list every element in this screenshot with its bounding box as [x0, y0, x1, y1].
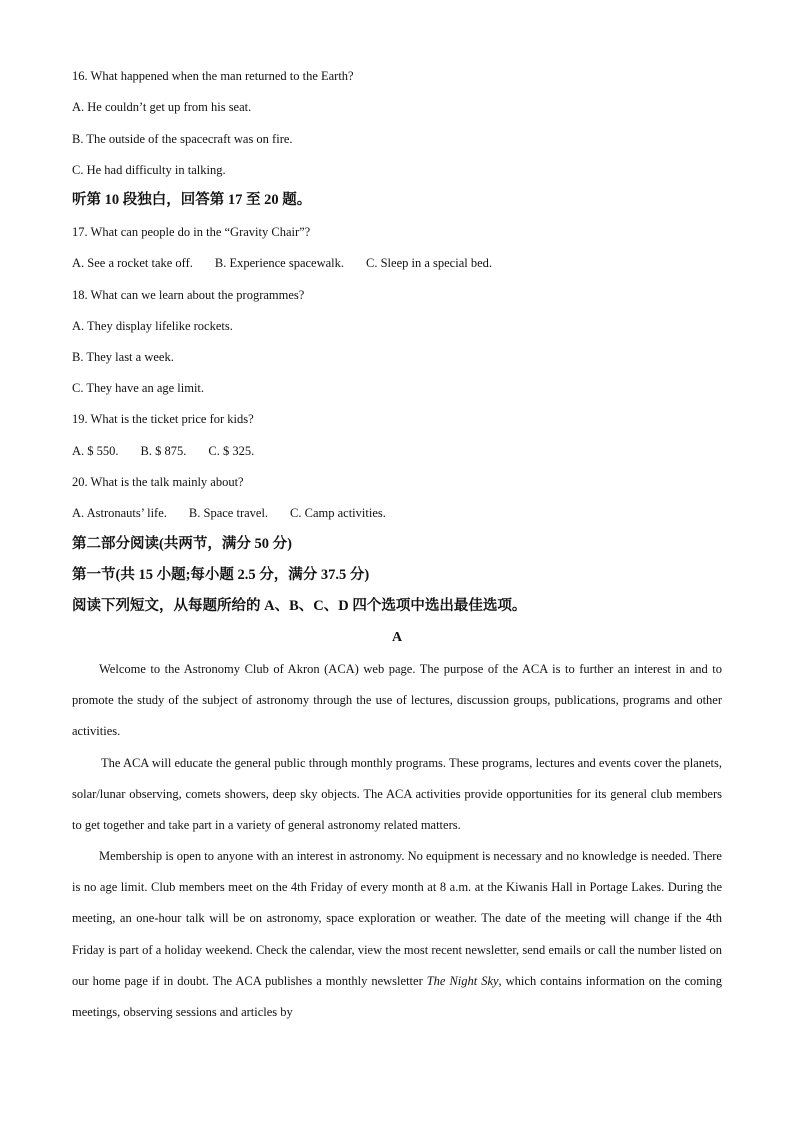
question-18-option-b: B. They last a week.	[72, 350, 174, 364]
question-17-option-a: A. See a rocket take off.	[72, 256, 193, 270]
question-18-option-c: C. They have an age limit.	[72, 381, 205, 395]
question-17-option-b: B. Experience spacewalk.	[214, 256, 345, 270]
question-18-option-a: A. They display lifelike rockets.	[72, 319, 233, 333]
question-19-option-c: C. $ 325.	[208, 444, 255, 458]
question-17-stem: 17. What can people do in the “Gravity Chair”?	[72, 225, 311, 239]
section-10-heading: 听第 10 段独白，回答第 17 至 20 题。	[72, 192, 312, 208]
question-19-option-b: B. $ 875.	[140, 444, 187, 458]
paragraph-3-continuation: , which contains information on the coming meetings, observing sessions and articles by	[72, 973, 723, 1020]
question-16-option-b: B. The outside of the spacecraft was on fire.	[72, 132, 293, 146]
question-18-stem: 18. What can we learn about the programmes?	[72, 288, 305, 302]
passage-label: A	[391, 630, 403, 645]
question-19-options	[72, 443, 254, 459]
section-1-heading: 第一节(共 15 小题;每小题 2.5 分，满分 37.5 分)	[72, 567, 370, 583]
question-20-option-a: A. Astronauts’ life.	[72, 506, 167, 520]
reading-instruction: 阅读下列短文，从每题所给的 A、B、C、D 四个选项中选出最佳选项。	[72, 598, 527, 614]
question-20-option-b: B. Space travel.	[188, 506, 269, 520]
passage-paragraph-3	[72, 841, 722, 1028]
paragraph-3-text: Membership is open to anyone with an interest in astronomy. No equipment is necessary and no knowledge is needed. There is no age limit. Club members meet on the 4th Friday of every month at 8 a.m. at the Kiwanis Hall in Portage Lakes. During the meeting, an one-hour talk will be on astronomy, space exploration or weather. The date of the meeting will change if the 4th Friday is part of a holiday weekend. Check the calendar, view the most recent newsletter, send emails or call the number listed on our home page if in doubt. The ACA publishes a monthly newsletter	[72, 849, 722, 988]
question-16-stem: 16. What happened when the man returned to the Earth?	[72, 69, 354, 83]
question-20-options	[72, 505, 386, 521]
question-19-stem: 19. What is the ticket price for kids?	[72, 412, 254, 426]
question-16-option-c: C. He had difficulty in talking.	[72, 163, 226, 177]
passage-paragraph-1: Welcome to the Astronomy Club of Akron (ACA) web page. The purpose of the ACA is to further an interest in and to promote the study of the subject of astronomy through the use of lectures, discussion groups, publications, programs and other activities.	[72, 662, 722, 739]
passage-paragraph-2: The ACA will educate the general public through monthly programs. These programs, lectures and events cover the planets, solar/lunar observing, comets showers, deep sky objects. The ACA activities provide opportunities for its general club members to get together and take part in a variety of general astronomy related matters.	[72, 756, 722, 833]
question-20-stem: 20. What is the talk mainly about?	[72, 475, 244, 489]
question-17-options	[72, 255, 492, 271]
question-20-option-c: C. Camp activities.	[290, 506, 386, 520]
part-2-heading: 第二部分阅读(共两节，满分 50 分)	[72, 536, 292, 552]
question-19-option-a: A. $ 550.	[72, 444, 119, 458]
question-17-option-c: C. Sleep in a special bed.	[366, 256, 493, 270]
question-16-option-a: A. He couldn’t get up from his seat.	[72, 100, 252, 114]
newsletter-title: The Night Sky	[426, 973, 499, 988]
